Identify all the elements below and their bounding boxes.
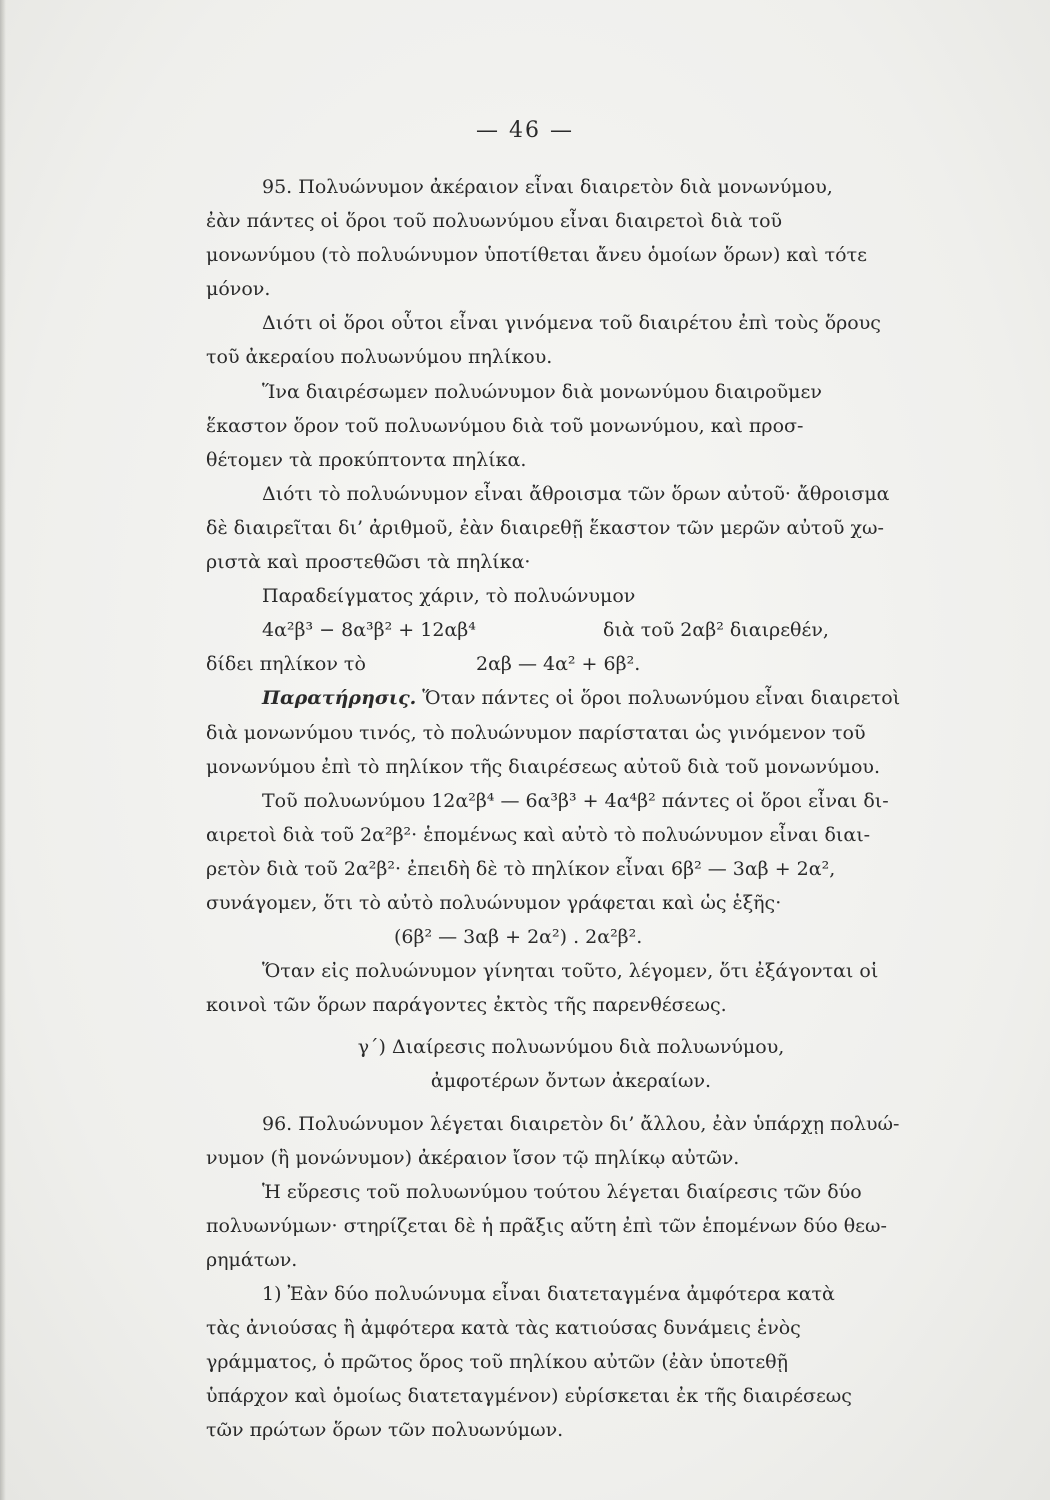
example-polynomial: 4α²β³ − 8α³β² + 12αβ⁴ [262, 619, 476, 642]
example-polynomial-line [206, 613, 936, 647]
paragraph-95 [206, 170, 936, 306]
example-quotient-line [206, 647, 936, 681]
paragraph-rule [206, 375, 936, 477]
text-line: διὰ μονωνύμου τινός, τὸ πολυώνυμον παρίσταται ὡς γινόμενον τοῦ [206, 721, 866, 744]
example-quotient: 2αβ — 4α² + 6β². [476, 653, 641, 676]
paragraph-proof-2 [206, 477, 936, 579]
paragraph-definition [206, 1175, 936, 1277]
example-divisor: διὰ τοῦ 2αβ² διαιρεθέν, [603, 619, 829, 642]
text-line: κοινοὶ τῶν ὅρων παράγοντες ἐκτὸς τῆς παρενθέσεως. [206, 994, 727, 1017]
paragraph-example [206, 579, 936, 613]
text-line: Τοῦ πολυωνύμου 12α²β⁴ — 6α³β³ + 4α⁴β² πάντες οἱ ὅροι εἶναι δι- [262, 789, 889, 812]
text-line: θέτομεν τὰ προκύπτοντα πηλίκα. [206, 448, 527, 471]
paragraph-factor-example [206, 784, 936, 920]
remark-title: Παρατήρησις. [262, 687, 417, 710]
factored-formula: (6β² — 3αβ + 2α²) . 2α²β². [394, 926, 643, 949]
text-line: συνάγομεν, ὅτι τὸ αὐτὸ πολυώνυμον γράφεται καὶ ὡς ἑξῆς· [206, 891, 782, 914]
text-line: τῶν πρώτων ὅρων τῶν πολυωνύμων. [206, 1419, 564, 1442]
text-line: αιρετοὶ διὰ τοῦ 2α²β²· ἑπομένως καὶ αὐτὸ τὸ πολυώνυμον εἶναι διαι- [206, 823, 871, 846]
section-heading-line: γ΄) Διαίρεσις πολυωνύμου διὰ πολυωνύμου, [357, 1036, 785, 1059]
text-line: τοῦ ἀκεραίου πολυωνύμου πηλίκου. [206, 346, 553, 369]
text-line: Διότι οἱ ὅροι οὗτοι εἶναι γινόμενα τοῦ διαιρέτου ἐπὶ τοὺς ὅρους [262, 312, 881, 335]
text-line: τὰς ἀνιούσας ἢ ἀμφότερα κατὰ τὰς κατιούσας δυνάμεις ἑνὸς [206, 1317, 801, 1340]
text-line: ἕκαστον ὅρον τοῦ πολυωνύμου διὰ τοῦ μονωνύμου, καὶ προσ- [206, 414, 804, 437]
page-number: — 46 — [476, 118, 574, 143]
text-line: μόνον. [206, 278, 271, 301]
text-line: ὑπάρχον καὶ ὁμοίως διατεταγμένον) εὑρίσκεται ἐκ τῆς διαιρέσεως [206, 1385, 852, 1408]
paragraph-proof-1 [206, 306, 936, 374]
text-line: ρετὸν διὰ τοῦ 2α²β²· ἐπειδὴ δὲ τὸ πηλίκον εἶναι 6β² — 3αβ + 2α², [206, 857, 836, 880]
text-line: γράμματος, ὁ πρῶτος ὅρος τοῦ πηλίκου αὐτῶν (ἐὰν ὑποτεθῇ [206, 1351, 789, 1374]
section-heading-line: ἀμφοτέρων ὄντων ἀκεραίων. [430, 1070, 712, 1093]
text-line: Διότι τὸ πολυώνυμον εἶναι ἄθροισμα τῶν ὅρων αὐτοῦ· ἄθροισμα [262, 482, 890, 505]
text-line: ἐὰν πάντες οἱ ὅροι τοῦ πολυωνύμου εἶναι διαιρετοὶ διὰ τοῦ [206, 210, 783, 233]
text-line: νυμον (ἢ μονώνυμον) ἀκέραιον ἴσον τῷ πηλίκῳ αὐτῶν. [206, 1146, 740, 1169]
page-edge-shadow [0, 0, 6, 1500]
paragraph-96 [206, 1107, 936, 1175]
body-text [206, 170, 936, 1447]
text-line: Ἵνα διαιρέσωμεν πολυώνυμον διὰ μονωνύμου διαιροῦμεν [262, 380, 822, 403]
remark-first-line: Ὅταν πάντες οἱ ὅροι πολυωνύμου εἶναι διαιρετοὶ [416, 687, 901, 710]
section-heading [206, 1030, 936, 1098]
text-line: 1) Ἐὰν δύο πολυώνυμα εἶναι διατεταγμένα ἀμφότερα κατὰ [262, 1283, 835, 1305]
text-line: ρημάτων. [206, 1248, 298, 1271]
paragraph-common-factors [206, 954, 936, 1022]
text-line: δὲ διαιρεῖται δι’ ἀριθμοῦ, ἐὰν διαιρεθῇ ἕκαστον τῶν μερῶν αὐτοῦ χω- [206, 516, 884, 539]
text-line: Ἡ εὕρεσις τοῦ πολυωνύμου τούτου λέγεται διαίρεσις τῶν δύο [262, 1180, 862, 1203]
text-line: ριστὰ καὶ προστεθῶσι τὰ πηλίκα· [206, 551, 531, 574]
paragraph-theorem-1 [206, 1277, 936, 1447]
text-line: 95. Πολυώνυμον ἀκέραιον εἶναι διαιρετὸν διὰ μονωνύμου, [262, 176, 833, 198]
text-line: πολυωνύμων· στηρίζεται δὲ ἡ πρᾶξις αὕτη ἐπὶ τῶν ἑπομένων δύο θεω- [206, 1214, 887, 1237]
text-line: μονωνύμου ἐπὶ τὸ πηλίκον τῆς διαιρέσεως αὐτοῦ διὰ τοῦ μονωνύμου. [206, 755, 881, 778]
text-line: Παραδείγματος χάριν, τὸ πολυώνυμον [262, 585, 636, 608]
text-line: μονωνύμου (τὸ πολυώνυμον ὑποτίθεται ἄνευ ὁμοίων ὅρων) καὶ τότε [206, 244, 867, 267]
text-line: Ὅταν εἰς πολυώνυμον γίνηται τοῦτο, λέγομεν, ὅτι ἐξάγονται οἱ [262, 960, 879, 983]
text-line: 96. Πολυώνυμον λέγεται διαιρετὸν δι’ ἄλλου, ἐὰν ὑπάρχῃ πολυώ- [262, 1112, 900, 1135]
example-gives-label: δίδει πηλίκον τὸ [206, 653, 366, 676]
paragraph-remark [206, 681, 936, 783]
text-line [206, 681, 936, 715]
